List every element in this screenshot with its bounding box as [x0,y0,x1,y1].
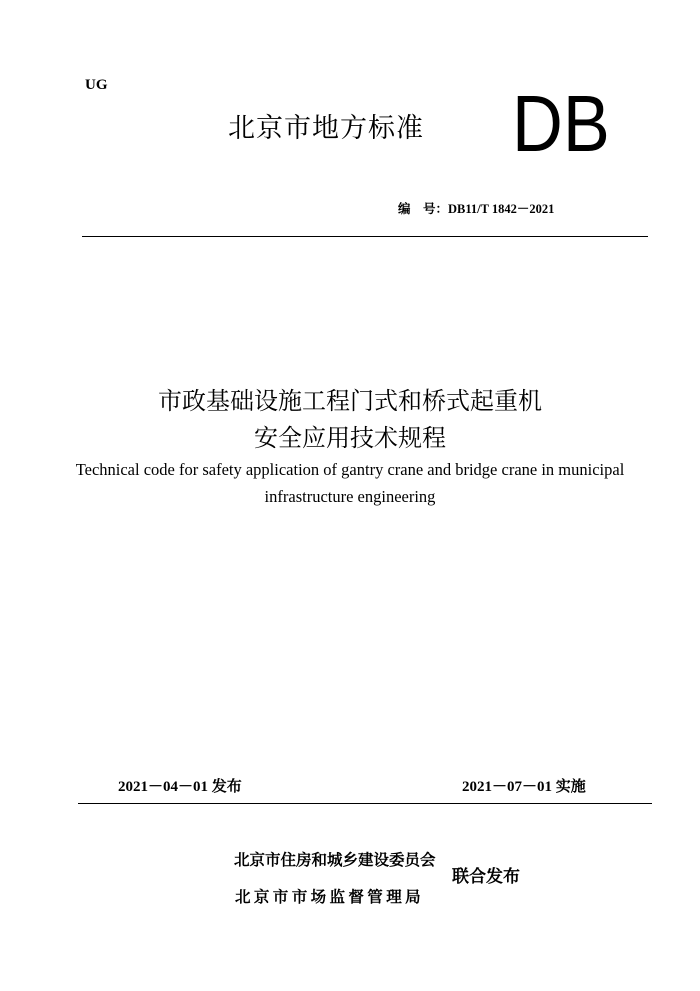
standard-type-heading: 北京市地方标准 [228,113,424,144]
title-english-line-1: Technical code for safety application of gantry crane and bridge crane in municipal [75,460,625,479]
classification-code: UG [85,77,108,93]
top-divider [82,236,648,237]
title-chinese-line-2: 安全应用技术规程 [254,424,446,452]
bottom-divider [78,803,652,804]
issuer-market-regulation: 北京市市场监督管理局 [235,888,425,906]
joint-issue-label: 联合发布 [452,867,520,887]
issue-date: 2021－04－01 发布 [118,779,242,795]
title-english-line-2: infrastructure engineering [264,487,436,506]
implementation-date: 2021－07－01 实施 [462,779,586,795]
issuer-housing-commission: 北京市住房和城乡建设委员会 [234,851,436,869]
db-mark: DB [512,79,610,168]
standard-number: 编 号：DB11/T 1842－2021 [398,202,555,216]
title-chinese-line-1: 市政基础设施工程门式和桥式起重机 [158,387,542,415]
